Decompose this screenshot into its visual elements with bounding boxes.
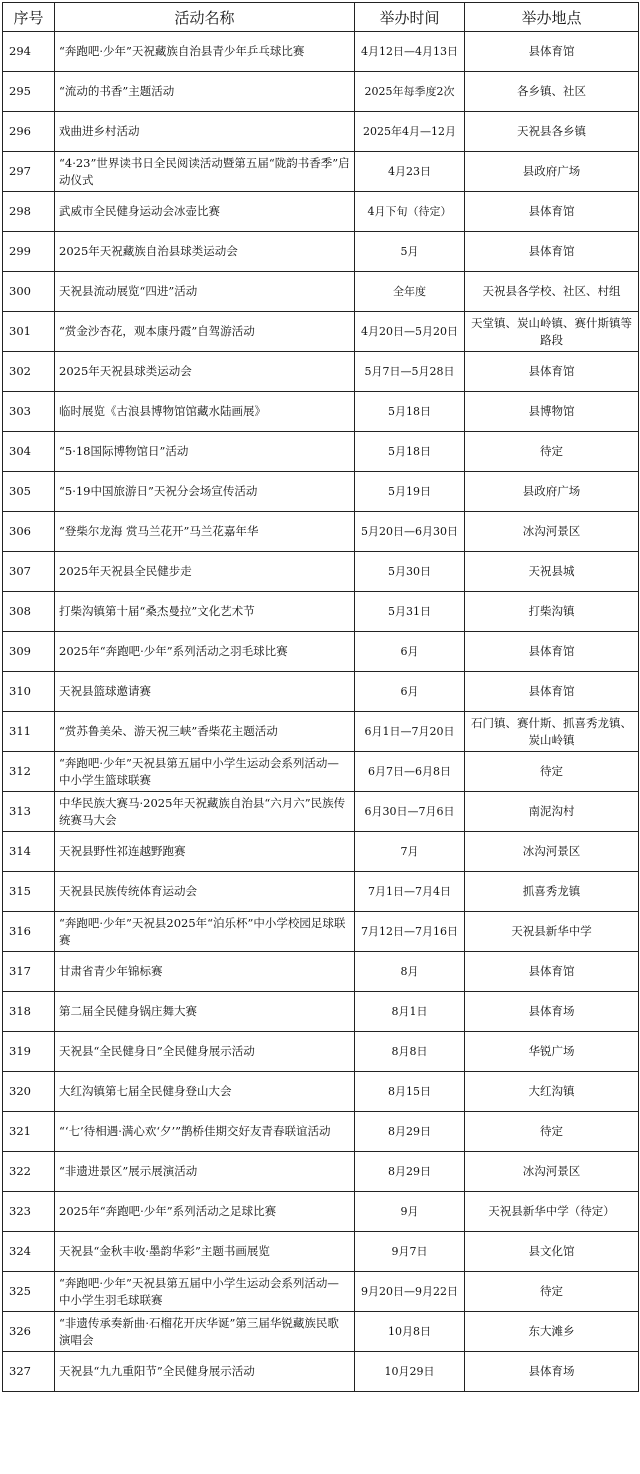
table-row	[3, 832, 639, 872]
event-place: 东大滩乡	[465, 1312, 639, 1352]
row-number: 307	[3, 552, 55, 592]
header-time: 举办时间	[355, 3, 465, 32]
event-place: 打柴沟镇	[465, 592, 639, 632]
event-place: 南泥沟村	[465, 792, 639, 832]
event-place: 县体育馆	[465, 232, 639, 272]
table-row	[3, 152, 639, 192]
event-time: 5月30日	[355, 552, 465, 592]
header-place: 举办地点	[465, 3, 639, 32]
event-time: 2025年4月—12月	[355, 112, 465, 152]
event-time: 6月30日—7月6日	[355, 792, 465, 832]
row-number: 322	[3, 1152, 55, 1192]
row-number: 312	[3, 752, 55, 792]
row-number: 324	[3, 1232, 55, 1272]
event-place: 县体育馆	[465, 952, 639, 992]
event-time: 8月1日	[355, 992, 465, 1032]
table-row	[3, 632, 639, 672]
header-no: 序号	[3, 3, 55, 32]
event-place: 华锐广场	[465, 1032, 639, 1072]
activity-name: 天祝县“全民健身日”全民健身展示活动	[55, 1032, 355, 1072]
activity-name: “5·19中国旅游日”天祝分会场宣传活动	[55, 472, 355, 512]
row-number: 302	[3, 352, 55, 392]
event-time: 6月1日—7月20日	[355, 712, 465, 752]
row-number: 303	[3, 392, 55, 432]
event-place: 县政府广场	[465, 152, 639, 192]
activity-name: “奔跑吧·少年”天祝县第五届中小学生运动会系列活动—中小学生篮球联赛	[55, 752, 355, 792]
activity-name: 甘肃省青少年锦标赛	[55, 952, 355, 992]
row-number: 297	[3, 152, 55, 192]
table-row	[3, 1192, 639, 1232]
event-time: 2025年每季度2次	[355, 72, 465, 112]
event-time: 7月1日—7月4日	[355, 872, 465, 912]
row-number: 313	[3, 792, 55, 832]
header-row	[3, 3, 639, 32]
row-number: 317	[3, 952, 55, 992]
event-place: 县体育馆	[465, 672, 639, 712]
header-name: 活动名称	[55, 3, 355, 32]
activity-name: “奔跑吧·少年”天祝县2025年“泊乐杯”中小学校园足球联赛	[55, 912, 355, 952]
table-row	[3, 1232, 639, 1272]
table-row	[3, 672, 639, 712]
activity-name: 中华民族大赛马·2025年天祝藏族自治县“六月六”民族传统赛马大会	[55, 792, 355, 832]
event-place: 县体育馆	[465, 32, 639, 72]
event-place: 冰沟河景区	[465, 832, 639, 872]
table-row	[3, 592, 639, 632]
event-time: 10月29日	[355, 1352, 465, 1392]
activity-name: 2025年“奔跑吧·少年”系列活动之羽毛球比赛	[55, 632, 355, 672]
activity-name: 打柴沟镇第十届“桑杰曼拉”文化艺术节	[55, 592, 355, 632]
table-row	[3, 312, 639, 352]
event-place: 县博物馆	[465, 392, 639, 432]
event-time: 6月7日—6月8日	[355, 752, 465, 792]
table-row	[3, 872, 639, 912]
table-row	[3, 792, 639, 832]
row-number: 318	[3, 992, 55, 1032]
row-number: 316	[3, 912, 55, 952]
row-number: 304	[3, 432, 55, 472]
table-row	[3, 1272, 639, 1312]
event-place: 县体育场	[465, 1352, 639, 1392]
table-row	[3, 952, 639, 992]
row-number: 301	[3, 312, 55, 352]
table-row	[3, 712, 639, 752]
event-place: 天祝县新华中学	[465, 912, 639, 952]
table-row	[3, 992, 639, 1032]
activity-name: “非遗进景区”展示展演活动	[55, 1152, 355, 1192]
event-place: 天堂镇、炭山岭镇、赛什斯镇等路段	[465, 312, 639, 352]
event-time: 9月	[355, 1192, 465, 1232]
activity-name: “‘七’待相遇·满心欢‘夕’”鹊桥佳期交好友青春联谊活动	[55, 1112, 355, 1152]
activity-name: 天祝县“金秋丰收·墨韵华彩”主题书画展览	[55, 1232, 355, 1272]
row-number: 306	[3, 512, 55, 552]
row-number: 326	[3, 1312, 55, 1352]
row-number: 294	[3, 32, 55, 72]
activity-name: “登柴尔龙海 赏马兰花开”马兰花嘉年华	[55, 512, 355, 552]
activity-name: 天祝县篮球邀请赛	[55, 672, 355, 712]
event-time: 10月8日	[355, 1312, 465, 1352]
table-row	[3, 32, 639, 72]
table-row	[3, 912, 639, 952]
activity-name: “4·23”世界读书日全民阅读活动暨第五届“陇韵书香季”启动仪式	[55, 152, 355, 192]
table-row	[3, 1352, 639, 1392]
activity-name: 戏曲进乡村活动	[55, 112, 355, 152]
event-place: 大红沟镇	[465, 1072, 639, 1112]
activity-name: 临时展览《古浪县博物馆馆藏水陆画展》	[55, 392, 355, 432]
activity-name: “赏苏鲁美朵、游天祝三峡”香柴花主题活动	[55, 712, 355, 752]
event-place: 县文化馆	[465, 1232, 639, 1272]
row-number: 311	[3, 712, 55, 752]
event-place: 待定	[465, 1272, 639, 1312]
row-number: 323	[3, 1192, 55, 1232]
event-time: 9月7日	[355, 1232, 465, 1272]
table-row	[3, 272, 639, 312]
event-time: 8月8日	[355, 1032, 465, 1072]
event-time: 9月20日—9月22日	[355, 1272, 465, 1312]
table-row	[3, 72, 639, 112]
event-time: 7月12日—7月16日	[355, 912, 465, 952]
activity-name: “奔跑吧·少年”天祝藏族自治县青少年乒乓球比赛	[55, 32, 355, 72]
table-row	[3, 392, 639, 432]
row-number: 296	[3, 112, 55, 152]
activity-name: 大红沟镇第七届全民健身登山大会	[55, 1072, 355, 1112]
activity-name: 天祝县“九九重阳节”全民健身展示活动	[55, 1352, 355, 1392]
event-time: 5月18日	[355, 392, 465, 432]
row-number: 315	[3, 872, 55, 912]
table-row	[3, 1072, 639, 1112]
event-time: 4月23日	[355, 152, 465, 192]
activity-name: “非遗传承奏新曲·石榴花开庆华诞”第三届华锐藏族民歌演唱会	[55, 1312, 355, 1352]
row-number: 308	[3, 592, 55, 632]
activity-name: 武威市全民健身运动会冰壶比赛	[55, 192, 355, 232]
table-row	[3, 1152, 639, 1192]
row-number: 305	[3, 472, 55, 512]
event-time: 5月18日	[355, 432, 465, 472]
table-row	[3, 1032, 639, 1072]
event-time: 8月	[355, 952, 465, 992]
event-place: 县政府广场	[465, 472, 639, 512]
row-number: 325	[3, 1272, 55, 1312]
table-row	[3, 1312, 639, 1352]
event-time: 5月19日	[355, 472, 465, 512]
activity-name: 第二届全民健身锅庄舞大赛	[55, 992, 355, 1032]
table-row	[3, 232, 639, 272]
event-place: 县体育馆	[465, 352, 639, 392]
row-number: 300	[3, 272, 55, 312]
activity-name: “流动的书香”主题活动	[55, 72, 355, 112]
table-row	[3, 512, 639, 552]
activity-name: 天祝县流动展览“四进”活动	[55, 272, 355, 312]
row-number: 319	[3, 1032, 55, 1072]
row-number: 309	[3, 632, 55, 672]
table-row	[3, 432, 639, 472]
event-place: 待定	[465, 752, 639, 792]
activity-name: 天祝县野性祁连越野跑赛	[55, 832, 355, 872]
row-number: 298	[3, 192, 55, 232]
event-time: 7月	[355, 832, 465, 872]
event-place: 抓喜秀龙镇	[465, 872, 639, 912]
table-row	[3, 472, 639, 512]
event-time: 全年度	[355, 272, 465, 312]
row-number: 299	[3, 232, 55, 272]
table-row	[3, 192, 639, 232]
table-row	[3, 1112, 639, 1152]
row-number: 314	[3, 832, 55, 872]
table-row	[3, 752, 639, 792]
row-number: 310	[3, 672, 55, 712]
event-time: 6月	[355, 672, 465, 712]
table-row	[3, 352, 639, 392]
row-number: 295	[3, 72, 55, 112]
event-time: 8月15日	[355, 1072, 465, 1112]
table-row	[3, 552, 639, 592]
event-time: 5月20日—6月30日	[355, 512, 465, 552]
activity-name: 2025年天祝县球类运动会	[55, 352, 355, 392]
event-time: 8月29日	[355, 1112, 465, 1152]
event-place: 各乡镇、社区	[465, 72, 639, 112]
activity-name: 2025年“奔跑吧·少年”系列活动之足球比赛	[55, 1192, 355, 1232]
event-time: 4月20日—5月20日	[355, 312, 465, 352]
event-time: 5月7日—5月28日	[355, 352, 465, 392]
event-place: 天祝县各学校、社区、村组	[465, 272, 639, 312]
event-place: 天祝县城	[465, 552, 639, 592]
activity-name: “奔跑吧·少年”天祝县第五届中小学生运动会系列活动—中小学生羽毛球联赛	[55, 1272, 355, 1312]
row-number: 321	[3, 1112, 55, 1152]
event-place: 待定	[465, 1112, 639, 1152]
activity-name: “5·18国际博物馆日”活动	[55, 432, 355, 472]
event-time: 5月31日	[355, 592, 465, 632]
activity-name: 2025年天祝藏族自治县球类运动会	[55, 232, 355, 272]
event-place: 天祝县各乡镇	[465, 112, 639, 152]
event-place: 县体育馆	[465, 192, 639, 232]
event-place: 石门镇、赛什斯、抓喜秀龙镇、炭山岭镇	[465, 712, 639, 752]
event-place: 冰沟河景区	[465, 512, 639, 552]
event-time: 4月下旬（待定）	[355, 192, 465, 232]
activity-name: “赏金沙杏花，观本康丹霞”自驾游活动	[55, 312, 355, 352]
row-number: 327	[3, 1352, 55, 1392]
events-table	[2, 2, 639, 1392]
activity-name: 2025年天祝县全民健步走	[55, 552, 355, 592]
event-place: 天祝县新华中学（待定）	[465, 1192, 639, 1232]
activity-name: 天祝县民族传统体育运动会	[55, 872, 355, 912]
event-time: 5月	[355, 232, 465, 272]
event-place: 冰沟河景区	[465, 1152, 639, 1192]
event-time: 8月29日	[355, 1152, 465, 1192]
event-time: 4月12日—4月13日	[355, 32, 465, 72]
event-place: 县体育馆	[465, 632, 639, 672]
event-place: 县体育场	[465, 992, 639, 1032]
event-time: 6月	[355, 632, 465, 672]
table-row	[3, 112, 639, 152]
event-place: 待定	[465, 432, 639, 472]
row-number: 320	[3, 1072, 55, 1112]
